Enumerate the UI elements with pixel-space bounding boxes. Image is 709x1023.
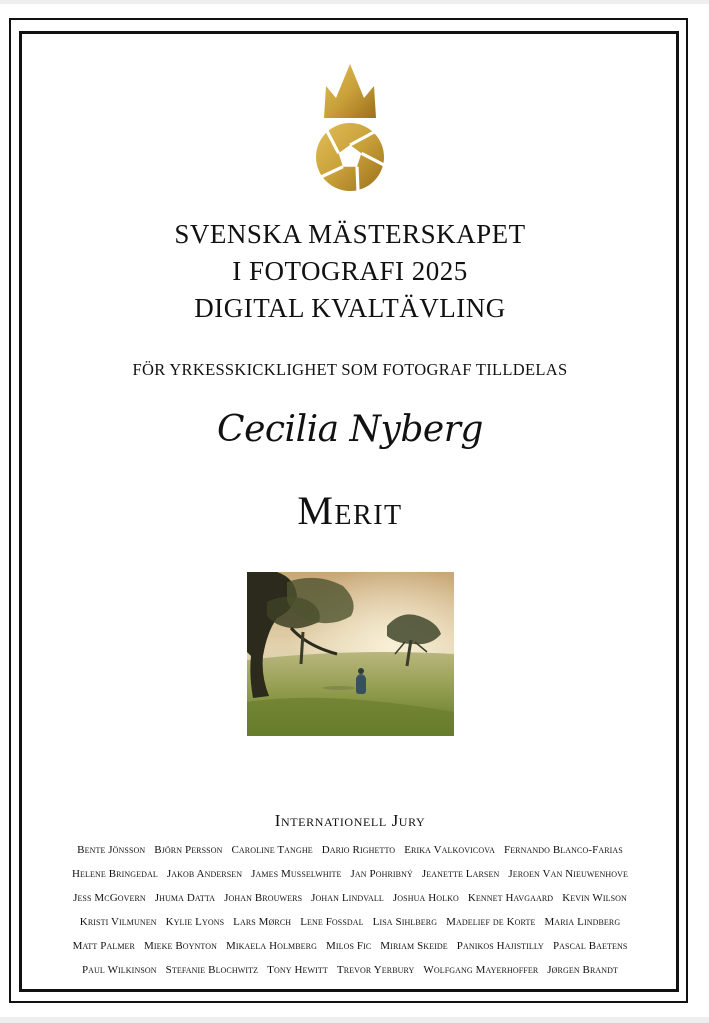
jury-member: Joshua Holko — [392, 892, 459, 904]
jury-member: Kennet Havgaard — [467, 892, 554, 904]
jury-row — [26, 892, 674, 904]
jury-row — [26, 844, 674, 856]
award-photo — [247, 572, 454, 736]
jury-member: Johan Lindvall — [311, 892, 384, 904]
jury-heading: Internationell Jury — [274, 811, 426, 830]
jury-member: Mikaela Holmberg — [226, 940, 317, 952]
jury-member: Mieke Boynton — [143, 940, 217, 952]
jury-member: Kristi Vilmunen — [79, 916, 157, 928]
jury-member: Johan Brouwers — [224, 892, 303, 904]
title-line-1: SVENSKA MÄSTERSKAPET — [174, 219, 526, 249]
jury-row — [26, 916, 674, 928]
jury-row — [26, 868, 674, 880]
jury-member: Lars Mørch — [233, 916, 292, 928]
jury-member: Jeanette Larsen — [421, 868, 500, 880]
jury-member: Jørgen Brandt — [547, 964, 619, 976]
jury-member: Helene Bringedal — [71, 868, 158, 880]
jury-member: Lene Fossdal — [300, 916, 364, 928]
jury-member: Milos Fic — [325, 940, 372, 952]
jury-member: Panikos Hajistilly — [456, 940, 544, 952]
jury-member: Matt Palmer — [72, 940, 135, 952]
jury-member: Jakob Andersen — [166, 868, 243, 880]
jury-member: Trevor Yerbury — [336, 964, 415, 976]
title-line-2: I FOTOGRAFI 2025 — [232, 256, 468, 286]
award-subtitle: FÖR YRKESSKICKLIGHET SOM FOTOGRAF TILLDELAS — [132, 360, 568, 379]
jury-row — [26, 940, 674, 952]
award-level: Merit — [297, 488, 403, 533]
jury-member: Fernando Blanco-Farias — [503, 844, 623, 856]
jury-member: Dario Righetto — [321, 844, 396, 856]
jury-member: Lisa Sihlberg — [372, 916, 438, 928]
title-line-3: DIGITAL KVALTÄVLING — [194, 293, 506, 323]
jury-member: Jan Pohribný — [350, 868, 413, 880]
jury-member: Wolfgang Mayerhoffer — [423, 964, 539, 976]
jury-member: Bente Jönsson — [77, 844, 146, 856]
jury-member: Kevin Wilson — [562, 892, 627, 904]
jury-member: Madelief de Korte — [446, 916, 536, 928]
jury-member: Jhuma Datta — [154, 892, 216, 904]
recipient-name: Cecilia Nyberg — [217, 409, 483, 450]
jury-member: Tony Hewitt — [267, 964, 328, 976]
crown-aperture-icon — [312, 62, 388, 196]
jury-member: Jeroen Van Nieuwenhove — [508, 868, 628, 880]
jury-member: Maria Lindberg — [544, 916, 621, 928]
jury-member: Caroline Tanghe — [231, 844, 313, 856]
jury-member: Björn Persson — [154, 844, 223, 856]
jury-member: Paul Wilkinson — [81, 964, 157, 976]
jury-member: Erika Valkovicova — [404, 844, 495, 856]
jury-member: Miriam Skeide — [380, 940, 448, 952]
jury-member: Stefanie Blochwitz — [165, 964, 259, 976]
jury-row — [26, 964, 674, 976]
jury-member: Pascal Baetens — [552, 940, 628, 952]
certificate-page — [0, 4, 709, 1017]
jury-member: Jess McGovern — [73, 892, 146, 904]
jury-member: Kylie Lyons — [165, 916, 225, 928]
jury-member: James Musselwhite — [251, 868, 342, 880]
